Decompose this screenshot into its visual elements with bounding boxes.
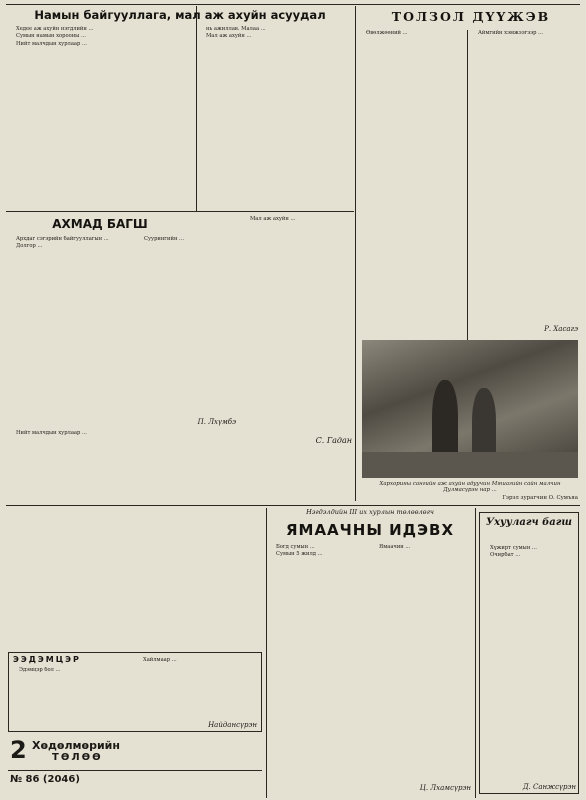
center-paragraph: Мал аж ахуйн ... [206,33,252,40]
session-headline: ЯМААЧНЫ ИДЭВХ [285,521,455,539]
eedemtser-paragraph: Эдэмцэр бол ... [19,667,61,673]
herders-photo [362,340,578,478]
top-border [6,4,580,5]
session-paragraph: Сумын 5 жилд ... [276,551,323,558]
main-paragraph: Сумын намын хорооны ... [16,33,86,40]
session-kicker: Нэгдэлдийн III их хурлын төлөөлөгч [306,508,434,516]
center-byline: С. Гадан [315,436,352,445]
main-paragraph: Нийт малчдын хурлаар ... [16,430,87,436]
teacher-headline: Ухуулагч багш [485,517,572,528]
main-headline: Намын байгууллага, мал аж ахуйн асуудал [34,8,326,22]
right-top-paragraph: Аймгийн хэмжээгээр ... [478,30,544,36]
eedemtser-byline: Найдансүрэн [208,721,257,729]
right-top-byline: Р. Хасагэ [544,325,578,333]
akhmad-byline: П. Лхүмбэ [197,418,236,426]
teacher-paragraph: Хүжирт сумын ... [490,545,537,551]
main-paragraph: Хедее аж ахуйн нэгдлийн ... [16,26,94,32]
column-rule [475,508,476,798]
main-paragraph: Нийт малчдын хурлаар ... [16,40,87,47]
akhmad-body-2 [138,236,238,426]
column-rule [355,6,356,501]
masthead-rule [8,770,262,771]
akhmad-paragraph: Долгор ... [16,243,43,250]
eedemtser-title: ЭЭДЭМЦЭР [13,655,81,664]
eedemtser-body-2 [137,657,259,719]
right-top-paragraph: Өвөлжөөний ... [366,30,408,36]
section-rule [6,211,354,212]
main-article-body [10,26,192,209]
session-paragraph: Богд сумын ... [276,544,315,550]
left-lower-body [10,430,262,502]
teacher-article-box [479,512,579,794]
center-continued [244,216,352,346]
session-body-2 [373,544,471,780]
eedemtser-paragraph: Хайлмаар ... [143,657,177,663]
issue-number: № 86 (2046) [10,774,80,785]
column-rule [196,6,197,211]
akhmad-paragraph: Суурингийн ... [144,236,184,242]
page-number: 2 [10,736,27,764]
akhmad-paragraph: Архдаг сэгэрийн байгууллагын ... [16,236,109,242]
eedemtser-box [8,652,262,732]
teacher-body [484,545,576,781]
masthead-name-line2: ТӨЛӨӨ [52,752,103,763]
right-top-body [360,30,464,380]
column-rule [467,30,468,390]
center-paragraph: нь ажиллав. Малаа ... [206,26,266,32]
teacher-byline: Д. Санжсүрэн [522,783,576,791]
photo-credit: Гэрэл зурагчин О. Сумъяа [502,495,578,501]
teacher-paragraph: Очирбат ... [490,552,521,559]
right-top-headline: ТОЛЗОЛ ДҮҮЖЭВ [391,9,551,24]
session-byline: Ц. Лхамсүрэн [419,784,471,792]
column-rule [266,508,267,798]
center-article-body [200,26,352,209]
masthead-name-line1: Хөдөлмөрийн [32,740,120,751]
center-paragraph: Мал аж ахуйн ... [250,216,296,222]
photo-caption: Хархорины сангийн аж ахуйн адуучин Мяшагийн сайн малчин Дулмасүрэн нар ... [379,481,561,494]
akhmad-body [10,236,132,426]
eedemtser-body [13,667,131,729]
akhmad-headline: АХМАД БАГШ [52,217,148,231]
session-paragraph: Ямаачин ... [379,544,411,550]
section-rule [6,505,580,506]
session-body [270,544,368,790]
